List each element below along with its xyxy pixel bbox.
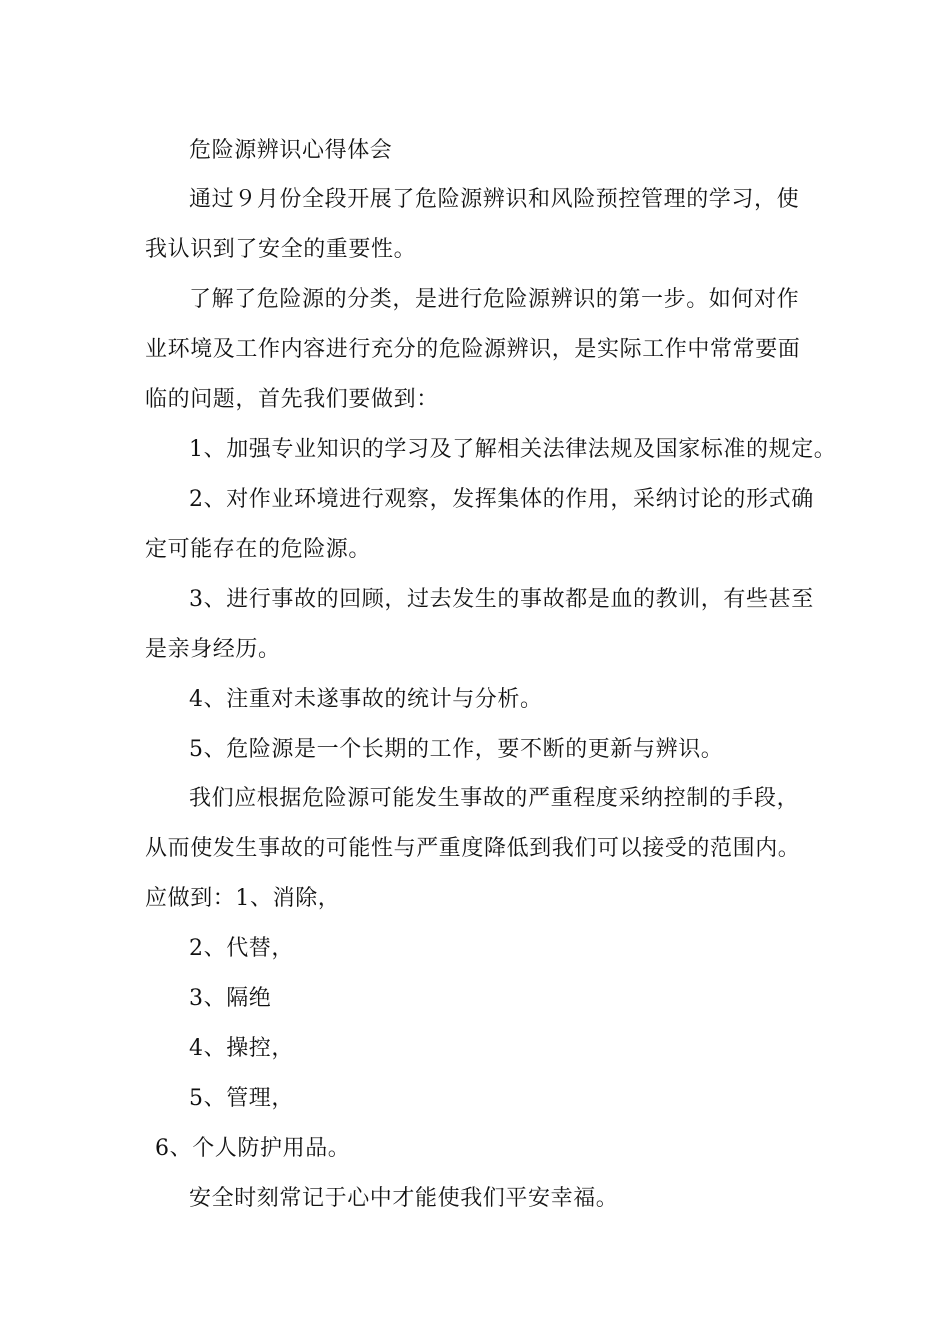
para3-line-3: 应做到：1、消除， [145,886,341,911]
para3-line-2: 从而使发生事故的可能性与严重度降低到我们可以接受的范围内。 [145,836,801,861]
measure-3: 3、隔绝 [189,986,272,1011]
intro-line-2: 我认识到了安全的重要性。 [145,237,417,262]
item-3-line-1: 3、进行事故的回顾，过去发生的事故都是血的教训，有些甚至 [189,587,814,612]
para3-line-1: 我们应根据危险源可能发生事故的严重程度采纳控制的手段， [189,786,800,811]
item-5: 5、危险源是一个长期的工作，要不断的更新与辨识。 [189,737,724,762]
measure-2: 2、代替， [189,936,294,961]
measure-4: 4、操控， [189,1036,294,1061]
item-4: 4、注重对未遂事故的统计与分析。 [189,687,543,712]
para2-line-3: 临的问题，首先我们要做到： [145,387,439,412]
intro-line-1: 通过９月份全段开展了危险源辨识和风险预控管理的学习，使 [189,187,800,212]
item-1: 1、加强专业知识的学习及了解相关法律法规及国家标准的规定。 [189,437,837,462]
measure-5: 5、管理， [189,1086,294,1111]
para2-line-2: 业环境及工作内容进行充分的危险源辨识，是实际工作中常常要面 [145,337,801,362]
item-3-line-2: 是亲身经历。 [145,637,281,662]
item-2-line-2: 定可能存在的危险源。 [145,537,372,562]
item-2-line-1: 2、对作业环境进行观察，发挥集体的作用，采纳讨论的形式确 [189,487,814,512]
document-title: 危险源辨识心得体会 [189,138,393,163]
measure-6: 6、个人防护用品。 [155,1136,351,1161]
closing-line: 安全时刻常记于心中才能使我们平安幸福。 [189,1186,619,1211]
para2-line-1: 了解了危险源的分类，是进行危险源辨识的第一步。如何对作 [189,287,800,312]
